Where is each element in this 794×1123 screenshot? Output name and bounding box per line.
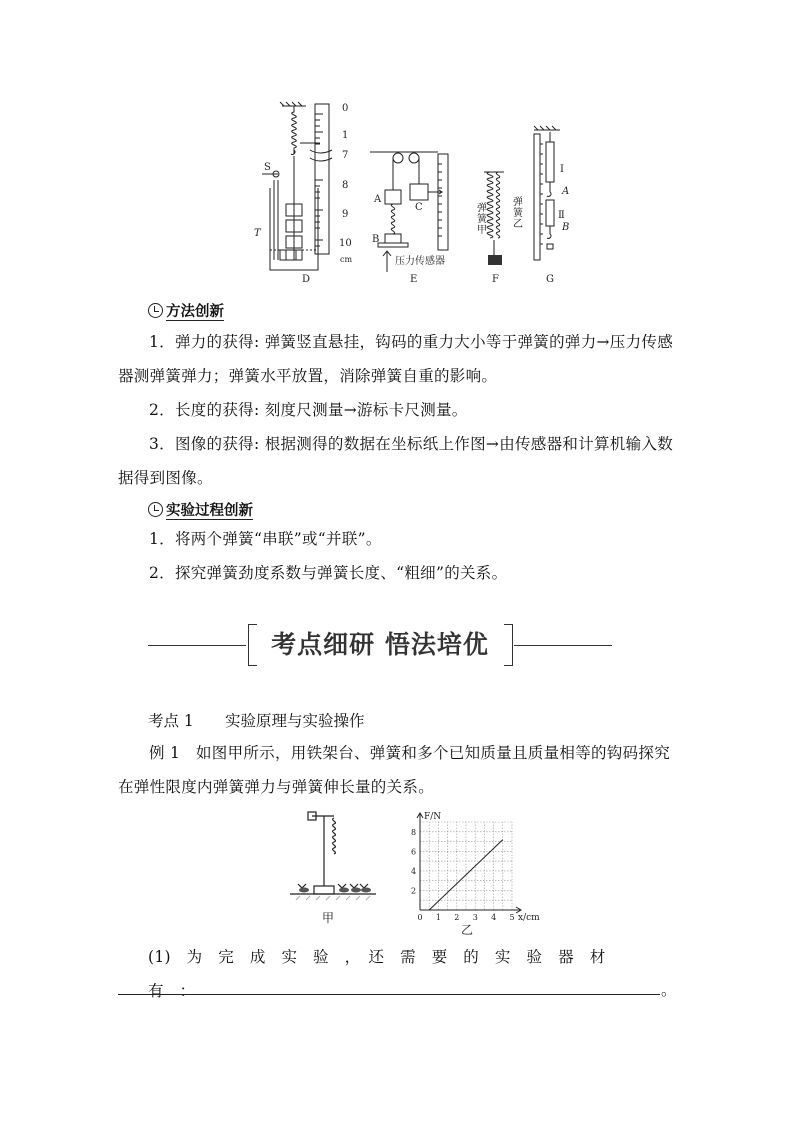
scale-label-8: 8 xyxy=(342,180,349,191)
method-item-2: 2．长度的获得: 刻度尺测量→游标卡尺测量。 xyxy=(149,401,468,419)
series-line xyxy=(429,840,503,910)
label-i: Ⅰ xyxy=(560,164,564,175)
caption-d: D xyxy=(302,274,311,285)
label-b: B xyxy=(372,234,380,245)
method-item-1: 1．弹力的获得: 弹簧竖直悬挂，钩码的重力大小等于弹簧的弹力→压力传感器测弹簧弹力；弹簧水平放置，消除弹簧自重的影响。 xyxy=(118,333,673,385)
chart-xlabel: x/cm xyxy=(518,913,540,923)
x-tick-label: 0 xyxy=(417,913,423,922)
fig-b-caption: 乙 xyxy=(461,923,474,937)
section-method-heading xyxy=(148,300,224,321)
answer-blank[interactable] xyxy=(118,993,660,995)
example-text: 例 1 如图甲所示，用铁架台、弹簧和多个已知质量且质量相等的钩码探究在弹性限度内弹簧弹力与弹簧伸长量的关系。 xyxy=(118,744,670,796)
sensor-label: 压力传感器 xyxy=(395,256,445,267)
spring-a-label: 弹簧甲 xyxy=(477,203,487,236)
caption-f: F xyxy=(492,274,499,285)
scale-label-7: 7 xyxy=(342,150,349,161)
label-s: S xyxy=(264,162,271,173)
scale-label-0: 0 xyxy=(342,103,349,114)
x-tick-label: 1 xyxy=(435,913,441,922)
spring-b-label: 弹簧乙 xyxy=(513,197,523,230)
label-g-b: B xyxy=(562,222,570,233)
label-c: C xyxy=(415,202,423,213)
end-mark: 。 xyxy=(661,981,677,999)
chart-series xyxy=(429,840,503,910)
scale-unit-label: cm xyxy=(340,255,353,264)
y-tick-label: 4 xyxy=(411,866,417,876)
section-process-title: 实验过程创新 xyxy=(166,503,253,519)
y-tick-label: 2 xyxy=(411,886,417,896)
point-title: 实验原理与实验操作 xyxy=(225,712,365,730)
label-ii: Ⅱ xyxy=(558,210,565,221)
stopwatch-icon xyxy=(148,502,163,517)
chart-axes xyxy=(417,813,521,913)
banner-bracket-right xyxy=(504,624,513,666)
scale-label-9: 9 xyxy=(342,209,349,220)
section-process-heading xyxy=(148,499,253,520)
process-item-1: 1．将两个弹簧“串联”或“并联”。 xyxy=(149,530,382,548)
scale-label-1: 1 xyxy=(342,130,349,141)
banner-title: 考点细研 悟法培优 xyxy=(271,630,489,659)
y-tick-label: 8 xyxy=(411,827,417,837)
y-tick-label: 6 xyxy=(411,847,417,857)
caption-e: E xyxy=(410,274,418,285)
chart-ticks xyxy=(411,828,515,922)
x-tick-label: 4 xyxy=(491,913,497,922)
force-extension-chart xyxy=(398,808,548,938)
x-tick-label: 5 xyxy=(509,913,515,922)
label-a: A xyxy=(374,194,382,205)
section-method-title: 方法创新 xyxy=(166,304,224,320)
question-text: (1) 为 完 成 实 验 ， 还 需 要 的 实 验 器 材 有 ： xyxy=(148,948,622,1000)
apparatus-figure xyxy=(240,100,580,290)
scale-label-10: 10 xyxy=(339,238,352,249)
banner xyxy=(148,622,612,668)
stopwatch-icon xyxy=(148,303,163,318)
process-item-2: 2．探究弹簧劲度系数与弹簧长度、“粗细”的关系。 xyxy=(149,564,508,582)
banner-rule-left xyxy=(148,645,246,646)
method-item-3: 3．图像的获得: 根据测得的数据在坐标纸上作图→由传感器和计算机输入数据得到图像。 xyxy=(118,435,673,487)
label-g-a: A xyxy=(562,186,570,197)
stand-figure xyxy=(290,810,380,930)
label-t: T xyxy=(254,228,261,239)
fig-a-caption: 甲 xyxy=(322,911,335,925)
caption-g: G xyxy=(546,274,554,285)
chart-ylabel: F/N xyxy=(424,812,442,822)
chart-grid xyxy=(420,822,512,910)
x-tick-label: 2 xyxy=(454,913,460,922)
banner-rule-right xyxy=(514,645,612,646)
x-tick-label: 3 xyxy=(472,913,478,922)
point-label: 考点 1 xyxy=(148,712,194,730)
